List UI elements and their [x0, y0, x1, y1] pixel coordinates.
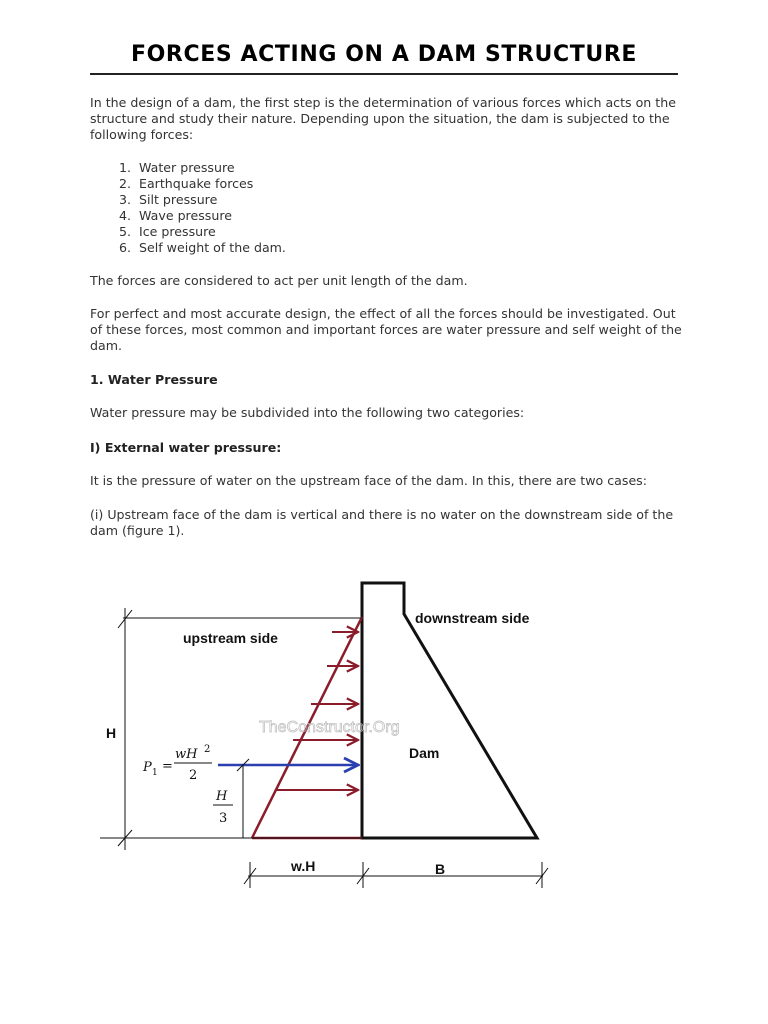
- case-one-paragraph: (i) Upstream face of the dam is vertical and there is no water on the downstream side of the dam (figure 1).: [90, 507, 674, 538]
- per-unit-paragraph: The forces are considered to act per unit length of the dam.: [90, 273, 468, 288]
- page-title: FORCES ACTING ON A DAM STRUCTURE: [131, 42, 637, 67]
- accurate-design-paragraph: For perfect and most accurate design, the effect of all the forces should be investigated. Out of these forces, most common and important forces are water pressure and self weight of the dam.: [90, 306, 682, 353]
- water-base-label: w.H: [291, 858, 316, 874]
- base-dimension: [244, 862, 548, 888]
- list-item: 1. Water pressure: [135, 160, 690, 176]
- dam-base-label: B: [435, 861, 446, 877]
- p1-formula: [142, 744, 212, 783]
- subdivided-paragraph: Water pressure may be subdivided into the following two categories:: [90, 405, 525, 420]
- downstream-label: downstream side: [415, 610, 530, 626]
- watermark: TheConstructor.Org: [259, 719, 400, 736]
- dam-label: Dam: [409, 745, 440, 761]
- subsection-heading: I) External water pressure:: [90, 440, 282, 455]
- intro-paragraph: In the design of a dam, the first step is the determination of various forces which acts on the structure and study their nature. Depending upon the situation, the dam is subjected to the following forces:: [90, 95, 676, 142]
- p1-numerator: wH: [175, 747, 198, 762]
- list-item: 6. Self weight of the dam.: [135, 240, 690, 256]
- list-item: 5. Ice pressure: [135, 224, 690, 240]
- p1-symbol: P: [143, 760, 152, 775]
- p1-exponent: 2: [204, 744, 211, 755]
- p1-subscript: 1: [152, 768, 158, 778]
- third-numerator: H: [216, 789, 228, 804]
- list-item: 4. Wave pressure: [135, 208, 690, 224]
- third-denominator: 3: [219, 811, 228, 826]
- third-height-dimension: [237, 759, 249, 838]
- list-item: 2. Earthquake forces: [135, 176, 690, 192]
- upstream-face-paragraph: It is the pressure of water on the upstream face of the dam. In this, there are two cases:: [90, 473, 647, 488]
- p1-equals: =: [162, 759, 173, 774]
- list-item: 3. Silt pressure: [135, 192, 690, 208]
- p1-denominator: 2: [189, 768, 198, 783]
- third-height-formula: [213, 789, 233, 826]
- height-label: H: [106, 725, 117, 741]
- section-heading: 1. Water Pressure: [90, 372, 218, 387]
- upstream-label: upstream side: [183, 630, 278, 646]
